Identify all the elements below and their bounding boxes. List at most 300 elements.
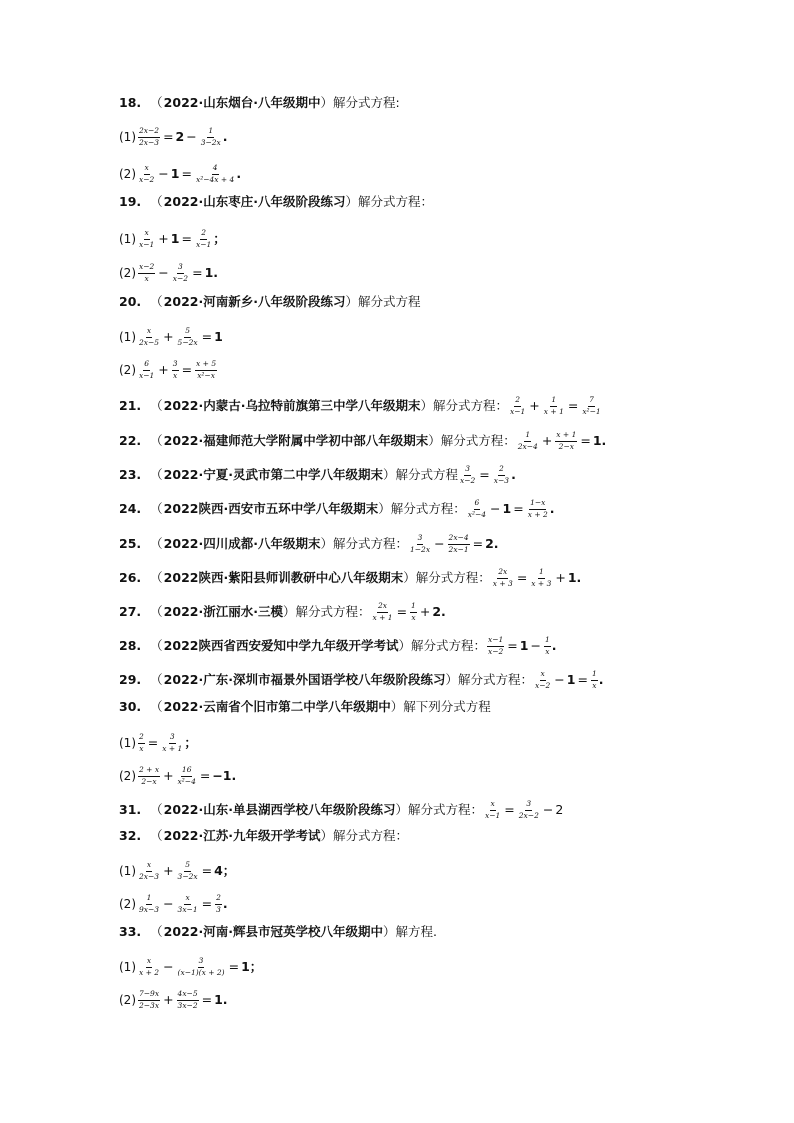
end-mark: ； xyxy=(249,958,263,974)
denominator: x²−1 xyxy=(582,406,601,416)
plus-sign: + xyxy=(163,862,174,878)
question-18-part-1 xyxy=(119,127,754,147)
minus-sign: − xyxy=(530,637,541,653)
plus-sign: + xyxy=(163,991,174,1007)
denominator: x xyxy=(592,680,597,690)
equation xyxy=(371,602,446,622)
fraction xyxy=(172,360,179,380)
minus-sign: − xyxy=(186,128,197,144)
denominator: x xyxy=(411,612,416,622)
constant: 1 xyxy=(592,432,602,448)
question-source: 2022·内蒙古·乌拉特前旗第三中学八年级期末 xyxy=(163,397,421,413)
denominator: x−1 xyxy=(139,370,155,380)
question-instruction: 解分式方程: xyxy=(332,95,400,110)
numerator: 6 xyxy=(474,499,481,510)
numerator: x−2 xyxy=(138,263,155,274)
numerator: x + 5 xyxy=(195,360,217,371)
equation xyxy=(137,164,241,184)
end-mark: . xyxy=(222,895,228,911)
question-27 xyxy=(119,602,754,622)
constant: 1 xyxy=(170,165,180,181)
numerator: 1 xyxy=(591,670,598,681)
question-number: 24. xyxy=(119,500,142,516)
question-28 xyxy=(119,636,754,656)
question-number: 29. xyxy=(119,671,142,687)
open-paren: （ xyxy=(150,535,163,551)
end-mark: ； xyxy=(184,734,197,750)
question-source: 2022·四川成都·八年级期末 xyxy=(163,535,321,551)
open-paren: （ xyxy=(150,95,163,110)
equals-sign: = xyxy=(228,958,240,974)
numerator: 4x−5 xyxy=(177,990,199,1001)
fraction xyxy=(459,465,476,485)
equals-sign: = xyxy=(580,432,591,448)
end-mark: . xyxy=(231,767,237,783)
fraction xyxy=(544,636,551,656)
equals-sign: = xyxy=(396,603,408,619)
denominator: (x−1)(x + 2) xyxy=(177,967,225,977)
numerator: x−1 xyxy=(487,636,504,647)
fraction xyxy=(448,534,470,554)
close-paren: ） xyxy=(382,466,396,482)
part-label: (2) xyxy=(119,167,136,182)
fraction xyxy=(530,568,552,588)
numerator: 2 xyxy=(215,894,222,905)
question-instruction: 解分式方程 xyxy=(357,294,421,309)
end-mark: . xyxy=(601,432,607,448)
part-label: (1) xyxy=(119,960,136,975)
constant: 1 xyxy=(214,991,223,1007)
question-30-part-1 xyxy=(119,733,754,753)
close-paren: ） xyxy=(320,95,333,110)
numerator: 3 xyxy=(177,263,184,274)
denominator: x−1 xyxy=(195,239,212,249)
equals-sign: = xyxy=(504,801,515,817)
denominator: x−2 xyxy=(460,475,476,485)
constant: 4 xyxy=(214,862,223,878)
question-instruction: 解分式方程： xyxy=(407,801,483,817)
equals-sign: = xyxy=(192,264,203,280)
question-30-part-2 xyxy=(119,766,754,786)
equation xyxy=(137,990,228,1010)
part-label: (1) xyxy=(119,330,136,345)
open-paren: （ xyxy=(150,466,163,482)
denominator: x xyxy=(173,370,178,380)
denominator: 2x−2 xyxy=(518,810,539,820)
end-mark: . xyxy=(222,128,228,144)
equals-sign: = xyxy=(567,397,579,413)
denominator: x + 1 xyxy=(543,406,564,416)
plus-sign: + xyxy=(163,767,174,783)
fraction xyxy=(195,164,235,184)
constant: 1 xyxy=(566,671,576,687)
question-source: 2022·宁夏·灵武市第二中学八年级期末 xyxy=(163,466,383,482)
numerator: 2x−4 xyxy=(448,534,470,545)
end-mark: ； xyxy=(222,862,236,878)
denominator: x−1 xyxy=(485,810,501,820)
numerator: 3 xyxy=(417,534,424,545)
question-number: 21. xyxy=(119,397,142,413)
question-number: 32. xyxy=(119,828,142,843)
denominator: x²−4 xyxy=(177,776,196,786)
equation xyxy=(533,670,604,690)
question-19-part-2 xyxy=(119,263,754,283)
question-33-part-1 xyxy=(119,957,754,977)
fraction xyxy=(177,990,199,1010)
part-label: (2) xyxy=(119,363,136,378)
equation xyxy=(508,396,603,416)
minus-sign: − xyxy=(158,165,169,181)
denominator: 3 xyxy=(216,904,221,914)
question-source: 2022·浙江丽水·三模 xyxy=(163,603,283,619)
end-mark: . xyxy=(549,500,555,516)
open-paren: （ xyxy=(150,569,163,585)
fraction xyxy=(467,499,487,519)
end-mark: . xyxy=(493,535,499,551)
plus-sign: + xyxy=(419,603,431,619)
equation xyxy=(137,360,218,380)
numerator: x xyxy=(144,229,150,240)
equation xyxy=(486,636,557,656)
question-number: 27. xyxy=(119,603,142,619)
open-paren: （ xyxy=(150,671,163,687)
question-instruction: 解方程. xyxy=(395,924,437,939)
question-source: 2022陕西省西安爱知中学九年级开学考试 xyxy=(163,637,399,653)
plus-sign: + xyxy=(555,569,566,585)
numerator: 2 + x xyxy=(138,766,160,777)
fraction xyxy=(372,602,394,622)
question-source: 2022·河南·辉县市冠英学校八年级期中 xyxy=(163,924,383,939)
equation xyxy=(137,733,197,753)
fraction xyxy=(138,360,155,380)
close-paren: ） xyxy=(398,637,411,653)
plus-sign: + xyxy=(158,230,169,246)
part-label: (2) xyxy=(119,769,136,784)
part-label: (1) xyxy=(119,864,136,879)
question-number: 28. xyxy=(119,637,142,653)
denominator: x−1 xyxy=(139,239,155,249)
fraction xyxy=(487,636,504,656)
equals-sign: = xyxy=(201,862,213,878)
numerator: 1 xyxy=(524,431,531,442)
question-23 xyxy=(119,465,754,485)
numerator: 2 xyxy=(498,465,505,476)
question-33-header xyxy=(119,926,754,939)
equals-sign: = xyxy=(181,165,192,181)
fraction xyxy=(409,534,431,554)
denominator: 3x−2 xyxy=(177,1000,198,1010)
denominator: 2−3x xyxy=(139,1000,160,1010)
denominator: 2x−3 xyxy=(139,137,160,147)
denominator: 9x−3 xyxy=(139,904,160,914)
question-number: 20. xyxy=(119,294,142,309)
fraction xyxy=(410,602,417,622)
question-source: 2022陕西·西安市五环中学八年级期末 xyxy=(163,500,379,516)
denominator: 2−x xyxy=(141,776,157,786)
constant: 1 xyxy=(241,958,250,974)
minus-sign: − xyxy=(554,671,565,687)
equals-sign: = xyxy=(577,671,588,687)
question-instruction: 解分式方程： xyxy=(390,500,466,516)
numerator: x xyxy=(540,670,546,681)
question-number: 18. xyxy=(119,95,142,110)
fraction xyxy=(177,327,199,347)
equation xyxy=(137,263,218,283)
equation xyxy=(137,229,226,249)
fraction xyxy=(543,396,565,416)
question-22 xyxy=(119,431,754,451)
numerator: 7−9x xyxy=(138,990,160,1001)
numerator: 1 xyxy=(550,396,557,407)
numerator: 3 xyxy=(464,465,471,476)
numerator: 2 xyxy=(200,229,207,240)
end-mark: . xyxy=(551,637,557,653)
equation xyxy=(137,894,228,914)
question-25 xyxy=(119,534,754,554)
question-20-header xyxy=(119,296,754,309)
equation xyxy=(137,861,235,881)
fraction xyxy=(138,957,160,977)
denominator: x + 2 xyxy=(139,967,160,977)
open-paren: （ xyxy=(150,500,163,516)
question-number: 30. xyxy=(119,699,142,714)
constant: 1 xyxy=(204,264,214,280)
denominator: x + 2 xyxy=(527,509,548,519)
close-paren: ） xyxy=(282,603,296,619)
equation xyxy=(516,431,607,451)
question-26 xyxy=(119,568,754,588)
fraction xyxy=(172,263,189,283)
question-instruction: 解分式方程： xyxy=(415,569,491,585)
question-source: 2022·河南新乡·八年级阶段练习 xyxy=(163,294,346,309)
fraction xyxy=(555,431,577,451)
question-31 xyxy=(119,800,754,820)
question-18-part-2 xyxy=(119,164,754,184)
close-paren: ） xyxy=(378,500,391,516)
fraction xyxy=(200,127,222,147)
numerator: 4 xyxy=(212,164,219,175)
constant: 1 xyxy=(567,569,577,585)
minus-sign: − xyxy=(542,801,554,817)
question-instruction: 解分式方程 xyxy=(395,466,458,482)
part-label: (2) xyxy=(119,897,136,912)
plus-sign: + xyxy=(163,328,174,344)
minus-sign: − xyxy=(163,895,174,911)
open-paren: （ xyxy=(150,397,163,413)
fraction xyxy=(527,499,549,519)
fraction xyxy=(138,127,160,147)
numerator: x xyxy=(490,800,496,811)
denominator: x−2 xyxy=(139,174,155,184)
constant: 1 xyxy=(214,328,223,344)
denominator: 2x−1 xyxy=(448,544,469,554)
question-33-part-2 xyxy=(119,990,754,1010)
equals-sign: = xyxy=(516,569,528,585)
question-source: 2022·江苏·九年级开学考试 xyxy=(163,828,321,843)
question-number: 33. xyxy=(119,924,142,939)
question-source: 2022·山东枣庄·八年级阶段练习 xyxy=(163,194,346,209)
constant: 2 xyxy=(175,128,185,144)
constant: 1 xyxy=(519,637,529,653)
question-19-part-1 xyxy=(119,229,754,249)
fraction xyxy=(138,894,160,914)
question-instruction: 解分式方程： xyxy=(332,535,408,551)
open-paren: （ xyxy=(150,432,163,448)
part-label: (1) xyxy=(119,130,136,145)
denominator: x + 1 xyxy=(162,743,183,753)
constant: 1 xyxy=(502,500,512,516)
equals-sign: = xyxy=(479,466,490,482)
denominator: 5−2x xyxy=(177,337,198,347)
denominator: x−2 xyxy=(172,273,189,283)
plus-sign: + xyxy=(529,397,540,413)
open-paren: （ xyxy=(150,294,163,309)
open-paren: （ xyxy=(150,699,163,714)
close-paren: ） xyxy=(395,801,408,817)
question-number: 25. xyxy=(119,535,142,551)
question-number: 19. xyxy=(119,194,142,209)
denominator: x + 3 xyxy=(531,578,552,588)
question-source: 2022·山东·单县湖西学校八年级阶段练习 xyxy=(163,801,396,817)
denominator: x xyxy=(139,743,144,753)
question-source: 2022·福建师范大学附属中学初中部八年级期末 xyxy=(163,432,429,448)
open-paren: （ xyxy=(150,637,163,653)
end-mark: . xyxy=(236,165,242,181)
numerator: 3 xyxy=(525,800,532,811)
close-paren: ） xyxy=(382,924,396,939)
equation xyxy=(137,127,228,147)
numerator: x + 1 xyxy=(555,431,577,442)
question-instruction: 解分式方程： xyxy=(440,432,516,448)
numerator: x xyxy=(146,327,152,338)
minus-sign: − xyxy=(490,500,501,516)
equation xyxy=(483,800,563,820)
fraction xyxy=(138,861,160,881)
close-paren: ） xyxy=(320,535,333,551)
equation xyxy=(137,957,262,977)
denominator: x²−4x + 4 xyxy=(195,174,235,184)
part-label: (2) xyxy=(119,266,136,281)
question-instruction: 解分式方程： xyxy=(332,828,408,843)
equals-sign: = xyxy=(163,128,174,144)
numerator: 16 xyxy=(181,766,193,777)
numerator: 6 xyxy=(143,360,150,371)
open-paren: （ xyxy=(150,828,163,843)
fraction xyxy=(484,800,501,820)
denominator: x−1 xyxy=(510,406,526,416)
constant: 2 xyxy=(485,535,494,551)
close-paren: ） xyxy=(345,194,358,209)
close-paren: ） xyxy=(320,828,333,843)
question-20-part-2 xyxy=(119,360,754,380)
part-label: (1) xyxy=(119,736,136,751)
fraction xyxy=(581,396,601,416)
fraction xyxy=(591,670,598,690)
numerator: 5 xyxy=(184,861,191,872)
question-24 xyxy=(119,499,754,519)
numerator: 1 xyxy=(538,568,545,579)
numerator: 3 xyxy=(172,360,179,371)
numerator: 1 xyxy=(544,636,551,647)
part-label: (2) xyxy=(119,993,136,1008)
plus-sign: + xyxy=(541,432,553,448)
fraction xyxy=(138,164,155,184)
close-paren: ） xyxy=(345,294,358,309)
equals-sign: = xyxy=(472,535,484,551)
denominator: 3x−1 xyxy=(177,904,198,914)
fraction xyxy=(492,568,514,588)
end-mark: . xyxy=(222,991,228,1007)
question-instruction: 解分式方程： xyxy=(457,671,533,687)
denominator: 1−2x xyxy=(410,544,431,554)
plus-sign: + xyxy=(158,361,169,377)
question-number: 23. xyxy=(119,466,142,482)
close-paren: ） xyxy=(390,699,404,714)
denominator: x + 3 xyxy=(492,578,513,588)
equals-sign: = xyxy=(181,361,193,377)
numerator: 3 xyxy=(169,733,176,744)
question-32-part-2 xyxy=(119,894,754,914)
fraction xyxy=(509,396,526,416)
close-paren: ） xyxy=(445,671,458,687)
close-paren: ） xyxy=(403,569,416,585)
end-mark: . xyxy=(511,466,516,482)
numerator: x xyxy=(144,164,150,175)
denominator: x−2 xyxy=(535,680,551,690)
denominator: 3−2x xyxy=(200,137,221,147)
equation xyxy=(458,465,516,485)
question-instruction: 解分式方程： xyxy=(432,397,508,413)
denominator: x−2 xyxy=(488,646,504,656)
open-paren: （ xyxy=(150,603,163,619)
end-mark: . xyxy=(213,264,219,280)
numerator: 2 xyxy=(514,396,521,407)
fraction xyxy=(517,431,539,451)
fraction xyxy=(138,766,160,786)
denominator: 3−2x xyxy=(177,871,198,881)
denominator: x−3 xyxy=(493,475,510,485)
question-source: 2022·山东烟台·八年级期中 xyxy=(163,95,321,110)
numerator: 3 xyxy=(198,957,205,968)
fraction xyxy=(138,733,145,753)
question-instruction: 解分式方程： xyxy=(357,194,433,209)
minus-sign: − xyxy=(434,535,445,551)
open-paren: （ xyxy=(150,801,163,817)
numerator: 7 xyxy=(588,396,595,407)
fraction xyxy=(493,465,510,485)
question-number: 26. xyxy=(119,569,142,585)
numerator: x xyxy=(184,894,190,905)
denominator: 2x−3 xyxy=(139,871,160,881)
equals-sign: = xyxy=(201,328,213,344)
fraction xyxy=(138,990,160,1010)
question-32-part-1 xyxy=(119,861,754,881)
numerator: 5 xyxy=(184,327,191,338)
numerator: x xyxy=(146,957,152,968)
question-32-header xyxy=(119,830,754,843)
question-source: 2022·广东·深圳市福景外国语学校八年级阶段练习 xyxy=(163,671,446,687)
end-mark: . xyxy=(441,603,446,619)
equals-sign: = xyxy=(201,991,213,1007)
fraction xyxy=(177,957,226,977)
equation xyxy=(137,327,223,347)
denominator: 2x−4 xyxy=(517,441,538,451)
question-source: 2022陕西·紫阳县师训教研中心八年级期末 xyxy=(163,569,404,585)
end-mark: . xyxy=(598,671,604,687)
fraction xyxy=(215,894,222,914)
constant: 2 xyxy=(432,603,442,619)
equals-sign: = xyxy=(147,734,159,750)
